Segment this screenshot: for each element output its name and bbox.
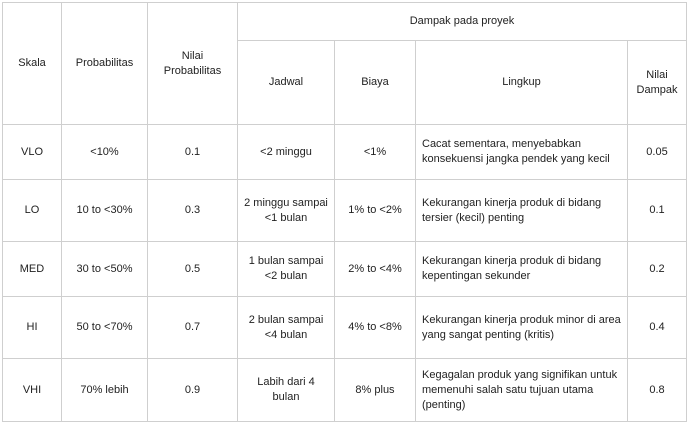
cell-jadwal: 1 bulan sampai <2 bulan xyxy=(238,242,335,297)
header-probabilitas: Probabilitas xyxy=(62,3,148,125)
cell-nilai-probabilitas: 0.3 xyxy=(148,180,238,242)
cell-jadwal: Labih dari 4 bulan xyxy=(238,359,335,422)
cell-biaya: 2% to <4% xyxy=(335,242,416,297)
cell-nilai-probabilitas: 0.5 xyxy=(148,242,238,297)
cell-probabilitas: 50 to <70% xyxy=(62,297,148,359)
cell-biaya: <1% xyxy=(335,125,416,180)
cell-skala: VHI xyxy=(3,359,62,422)
table-row xyxy=(3,180,687,242)
table-row xyxy=(3,359,687,422)
header-dampak-pada-proyek: Dampak pada proyek xyxy=(238,3,687,41)
risk-scale-table xyxy=(2,2,687,422)
cell-jadwal: <2 minggu xyxy=(238,125,335,180)
cell-nilai-dampak: 0.2 xyxy=(628,242,687,297)
cell-nilai-probabilitas: 0.1 xyxy=(148,125,238,180)
cell-lingkup: Kekurangan kinerja produk di bidang tersier (kecil) penting xyxy=(416,180,628,242)
header-lingkup: Lingkup xyxy=(416,41,628,125)
table-row xyxy=(3,297,687,359)
header-skala: Skala xyxy=(3,3,62,125)
cell-lingkup: Cacat sementara, menyebabkan konsekuensi jangka pendek yang kecil xyxy=(416,125,628,180)
cell-jadwal: 2 bulan sampai <4 bulan xyxy=(238,297,335,359)
cell-skala: MED xyxy=(3,242,62,297)
cell-lingkup: Kekurangan kinerja produk di bidang kepentingan sekunder xyxy=(416,242,628,297)
cell-lingkup: Kegagalan produk yang signifikan untuk memenuhi salah satu tujuan utama (penting) xyxy=(416,359,628,422)
header-jadwal: Jadwal xyxy=(238,41,335,125)
table-row xyxy=(3,242,687,297)
cell-biaya: 8% plus xyxy=(335,359,416,422)
cell-nilai-probabilitas: 0.7 xyxy=(148,297,238,359)
cell-biaya: 4% to <8% xyxy=(335,297,416,359)
cell-lingkup: Kekurangan kinerja produk minor di area yang sangat penting (kritis) xyxy=(416,297,628,359)
cell-nilai-probabilitas: 0.9 xyxy=(148,359,238,422)
cell-skala: HI xyxy=(3,297,62,359)
cell-nilai-dampak: 0.8 xyxy=(628,359,687,422)
cell-skala: LO xyxy=(3,180,62,242)
cell-biaya: 1% to <2% xyxy=(335,180,416,242)
cell-probabilitas: 70% lebih xyxy=(62,359,148,422)
header-nilai-dampak: Nilai Dampak xyxy=(628,41,687,125)
cell-probabilitas: 30 to <50% xyxy=(62,242,148,297)
cell-probabilitas: 10 to <30% xyxy=(62,180,148,242)
cell-skala: VLO xyxy=(3,125,62,180)
cell-probabilitas: <10% xyxy=(62,125,148,180)
cell-nilai-dampak: 0.4 xyxy=(628,297,687,359)
header-biaya: Biaya xyxy=(335,41,416,125)
cell-nilai-dampak: 0.05 xyxy=(628,125,687,180)
header-nilai-probabilitas: Nilai Probabilitas xyxy=(148,3,238,125)
cell-jadwal: 2 minggu sampai <1 bulan xyxy=(238,180,335,242)
table-row xyxy=(3,125,687,180)
cell-nilai-dampak: 0.1 xyxy=(628,180,687,242)
